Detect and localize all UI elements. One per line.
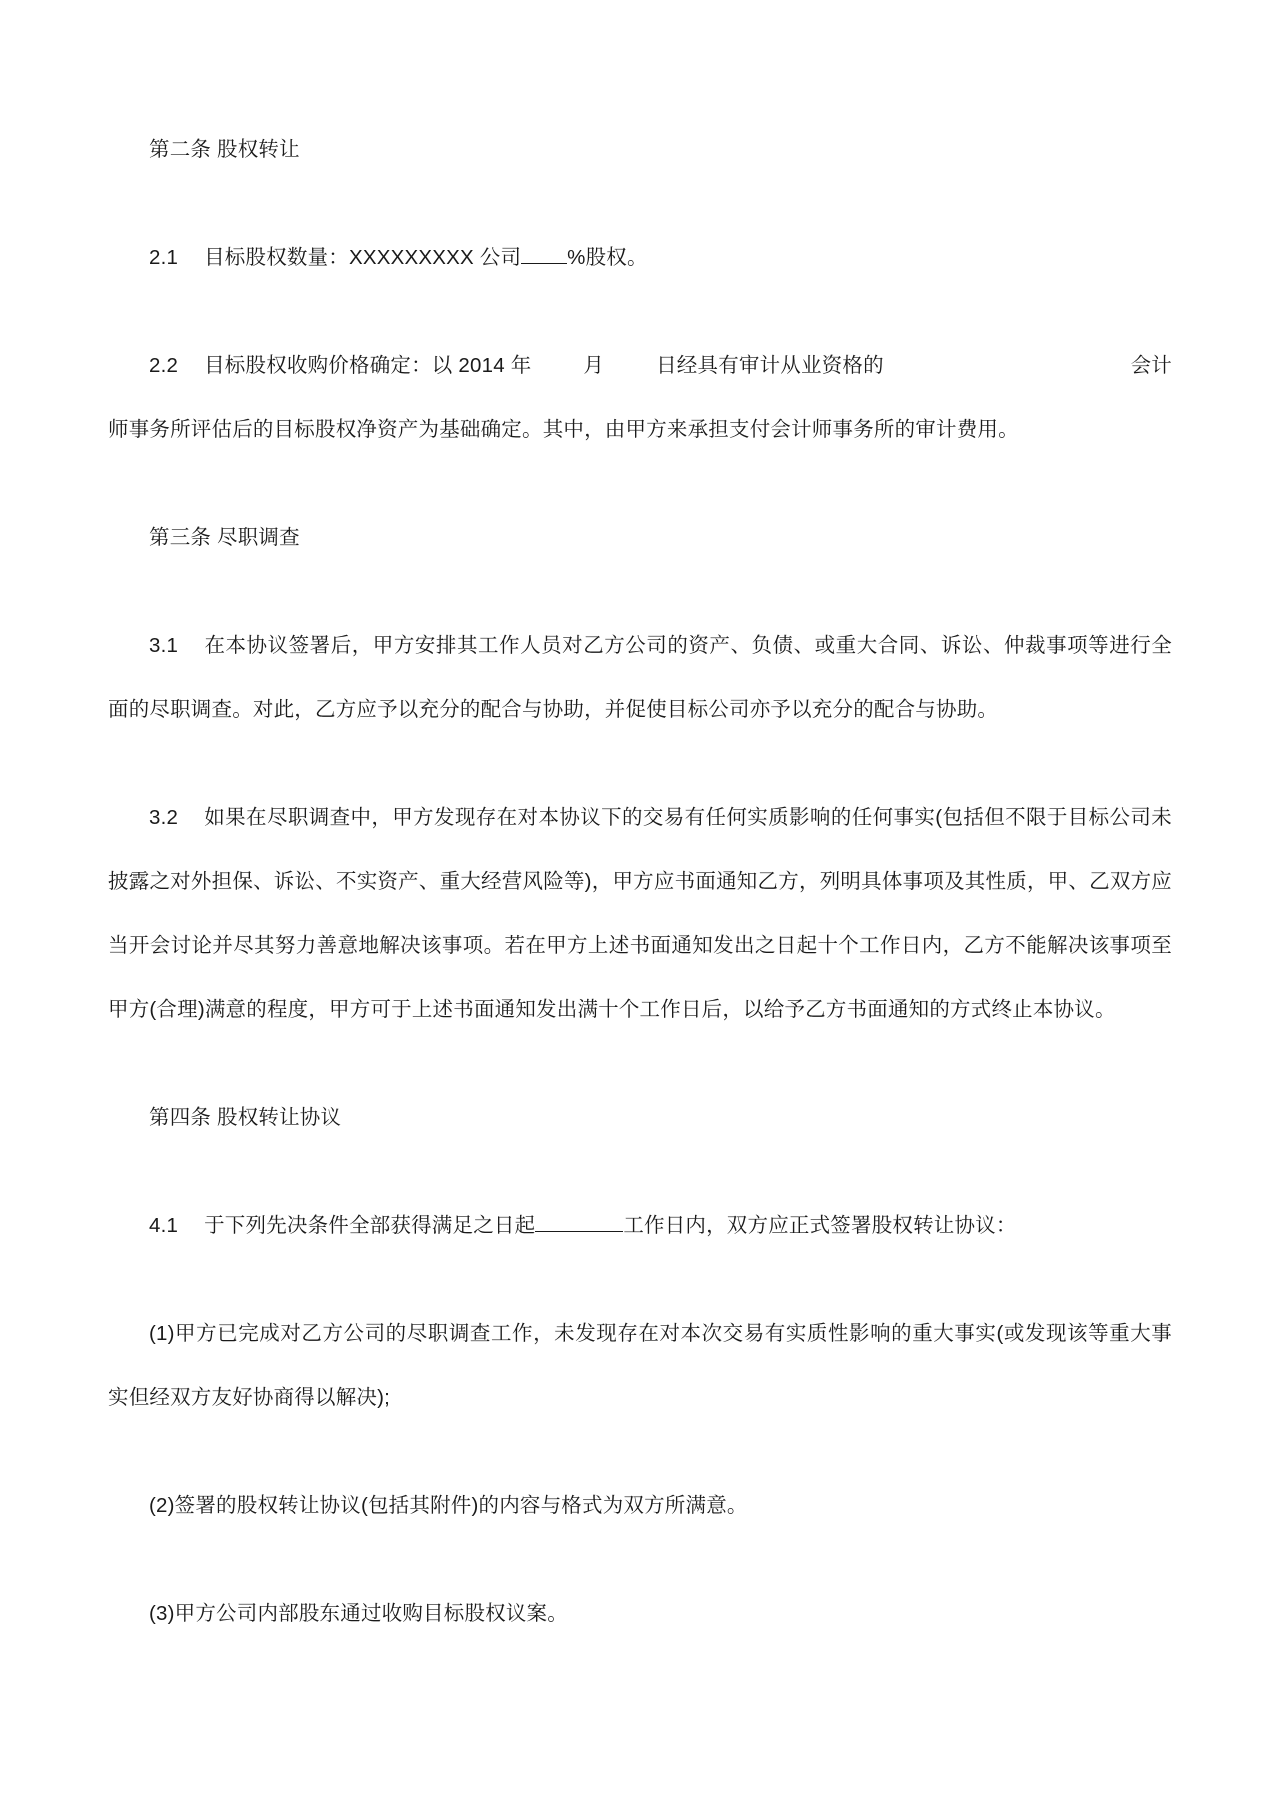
clause-2-1-number: 2.1 [149,246,179,269]
clause-2-1 [108,226,1172,290]
spacer [108,570,1172,614]
list-item: (3)甲方公司内部股东通过收购目标股权议案。 [149,1602,568,1625]
clause-2-2-main: 目标股权收购价格确定：以 2014 年 [204,354,532,377]
spacer [108,1042,1172,1086]
document-body [108,118,1172,1646]
clause-3-2 [108,786,1172,1042]
list-item: (2)签署的股权转让协议(包括其附件)的内容与格式为双方所满意。 [149,1494,748,1517]
spacer [108,1430,1172,1474]
clause-2-2-month: 月 [583,354,605,377]
clause-3-2-text: 如果在尽职调查中，甲方发现存在对本协议下的交易有任何实质影响的任何事实(包括但不限于目标公司未披露之对外担保、诉讼、不实资产、重大经营风险等)，甲方应书面通知乙方，列明具体事项及其性质，甲、乙双方应当开会讨论并尽其努力善意地解决该事项。若在甲方上述书面通知发出之日起十个工作日内，乙方不能解决该事项至甲方(合理)满意的程度，甲方可于上述书面通知发出满十个工作日后，以给予乙方书面通知的方式终止本协议。 [108,806,1172,1021]
clause-3-1-number: 3.1 [149,634,179,657]
clause-2-1-text-after: %股权。 [567,246,648,269]
spacer [108,290,1172,334]
article-4-heading: 第四条 股权转让协议 [149,1106,342,1129]
clause-2-2-number: 2.2 [149,354,179,377]
clause-2-1-text-before: 目标股权数量：XXXXXXXXX 公司 [204,246,522,269]
clause-2-2-line-1 [108,334,1172,398]
clause-2-2-day: 日经具有审计从业资格的 [656,354,884,377]
clause-4-1-blank-days[interactable] [535,1231,623,1232]
spacer [108,742,1172,786]
spacer [108,182,1172,226]
clause-3-1 [108,614,1172,742]
clause-4-1-text-after: 工作日内，双方应正式签署股权转让协议： [623,1214,1017,1237]
clause-4-1-number: 4.1 [149,1214,179,1237]
clause-2-1-blank-percent[interactable] [521,263,567,264]
article-3-heading: 第三条 尽职调查 [149,526,300,549]
spacer [108,1150,1172,1194]
clause-3-1-text: 在本协议签署后，甲方安排其工作人员对乙方公司的资产、负债、或重大合同、诉讼、仲裁事项等进行全面的尽职调查。对此，乙方应予以充分的配合与协助，并促使目标公司亦予以充分的配合与协助。 [108,634,1172,721]
clause-3-2-number: 3.2 [149,806,179,829]
clause-4-1-text-before: 于下列先决条件全部获得满足之日起 [204,1214,536,1237]
clause-4-1 [108,1194,1172,1258]
clause-2-2-line-2: 师事务所评估后的目标股权净资产为基础确定。其中，由甲方来承担支付会计师事务所的审计费用。 [108,418,1019,441]
clause-2-2-tail: 会计 [1130,354,1172,377]
article-2-heading: 第二条 股权转让 [149,138,300,161]
spacer [108,462,1172,506]
list-item: (1)甲方已完成对乙方公司的尽职调查工作，未发现存在对本次交易有实质性影响的重大事实(或发现该等重大事实但经双方友好协商得以解决); [108,1322,1172,1409]
spacer [108,1258,1172,1302]
spacer [108,1538,1172,1582]
